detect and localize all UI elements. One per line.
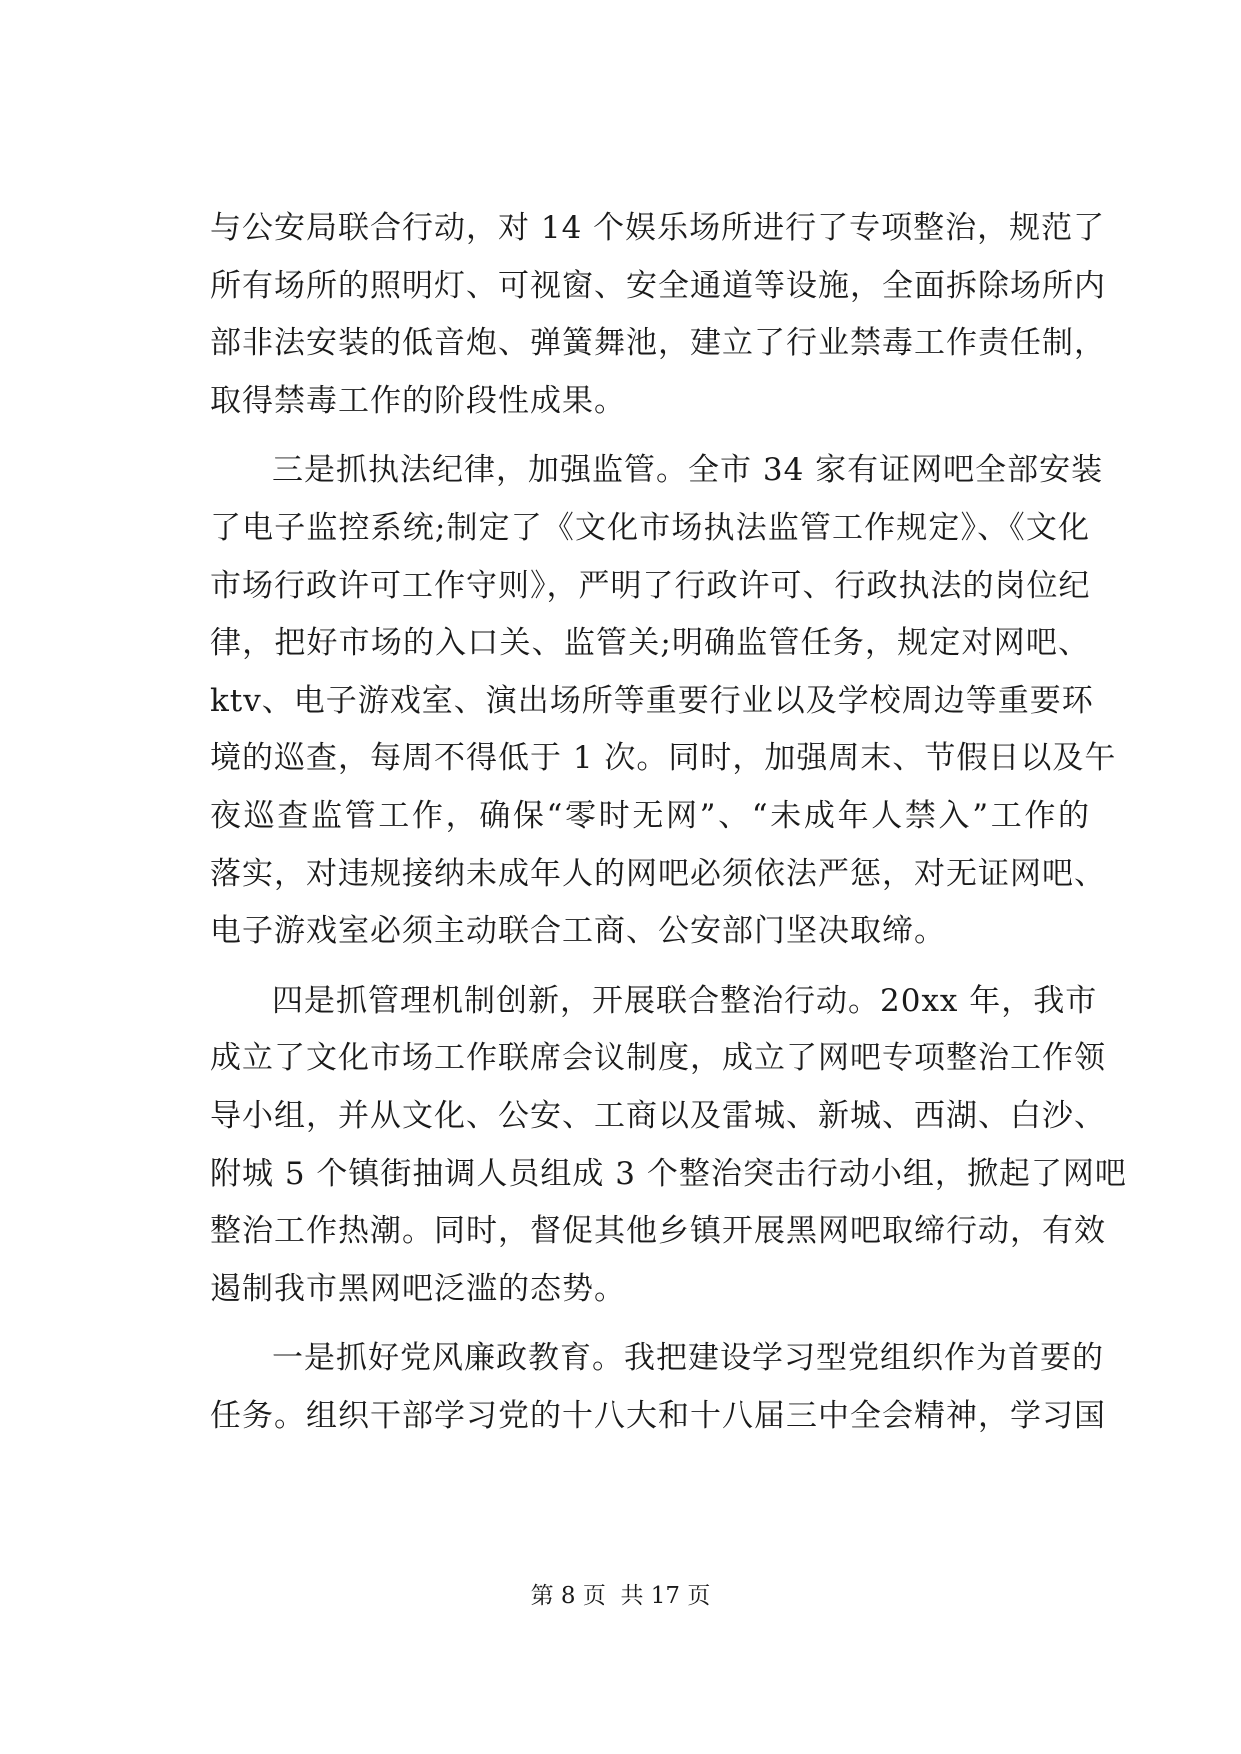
text-line: 整治工作热潮。同时，督促其他乡镇开展黑网吧取缔行动，有效 xyxy=(210,1213,1106,1250)
page-footer: 第 8 页 共 17 页 xyxy=(530,1583,711,1609)
text-line: 取得禁毒工作的阶段性成果。 xyxy=(210,382,626,419)
text-line: 一是抓好党风廉政教育。我把建设学习型党组织作为首要的 xyxy=(272,1340,1104,1377)
text-line: 附城 5 个镇街抽调人员组成 3 个整治突击行动小组，掀起了网吧 xyxy=(210,1155,1127,1192)
paragraph xyxy=(210,1330,1106,1445)
text-line: 四是抓管理机制创新，开展联合整治行动。20xx 年，我市 xyxy=(272,982,1098,1019)
text-line: 所有场所的照明灯、可视窗、安全通道等设施，全面拆除场所内 xyxy=(210,267,1106,304)
text-line: 成立了文化市场工作联席会议制度，成立了网吧专项整治工作领 xyxy=(210,1040,1106,1077)
paragraph-gap xyxy=(210,961,1090,973)
text-line: 部非法安装的低音炮、弹簧舞池，建立了行业禁毒工作责任制， xyxy=(210,325,1106,362)
paragraph xyxy=(210,442,1117,960)
text-line: 律，把好市场的入口关、监管关;明确监管任务，规定对网吧、 xyxy=(210,625,1090,662)
text-line: 境的巡查，每周不得低于 1 次。同时，加强周末、节假日以及午 xyxy=(210,740,1117,777)
paragraph-gap xyxy=(210,430,1090,442)
text-line: 三是抓执法纪律，加强监管。全市 34 家有证网吧全部安装 xyxy=(272,452,1104,489)
text-line: 市场行政许可工作守则》，严明了行政许可、行政执法的岗位纪 xyxy=(210,567,1091,604)
text-line: 遏制我市黑网吧泛滥的态势。 xyxy=(210,1270,626,1307)
paragraph-gap xyxy=(210,1318,1090,1330)
document-body xyxy=(210,200,1127,1445)
paragraph xyxy=(210,973,1127,1319)
text-line: 导小组，并从文化、公安、工商以及雷城、新城、西湖、白沙、 xyxy=(210,1097,1106,1134)
text-line: 了电子监控系统;制定了《文化市场执法监管工作规定》、《文化 xyxy=(210,509,1090,546)
text-line: 夜巡查监管工作，确保“零时无网”、“未成年人禁入”工作的 xyxy=(210,797,1090,834)
text-line: 落实，对违规接纳未成年人的网吧必须依法严惩，对无证网吧、 xyxy=(210,855,1106,892)
text-line: 电子游戏室必须主动联合工商、公安部门坚决取缔。 xyxy=(210,913,946,950)
text-line: 任务。组织干部学习党的十八大和十八届三中全会精神，学习国 xyxy=(210,1397,1106,1434)
paragraph xyxy=(210,200,1106,430)
text-line: ktv、电子游戏室、演出场所等重要行业以及学校周边等重要环 xyxy=(210,682,1094,719)
text-line: 与公安局联合行动，对 14 个娱乐场所进行了专项整治，规范了 xyxy=(210,210,1106,246)
